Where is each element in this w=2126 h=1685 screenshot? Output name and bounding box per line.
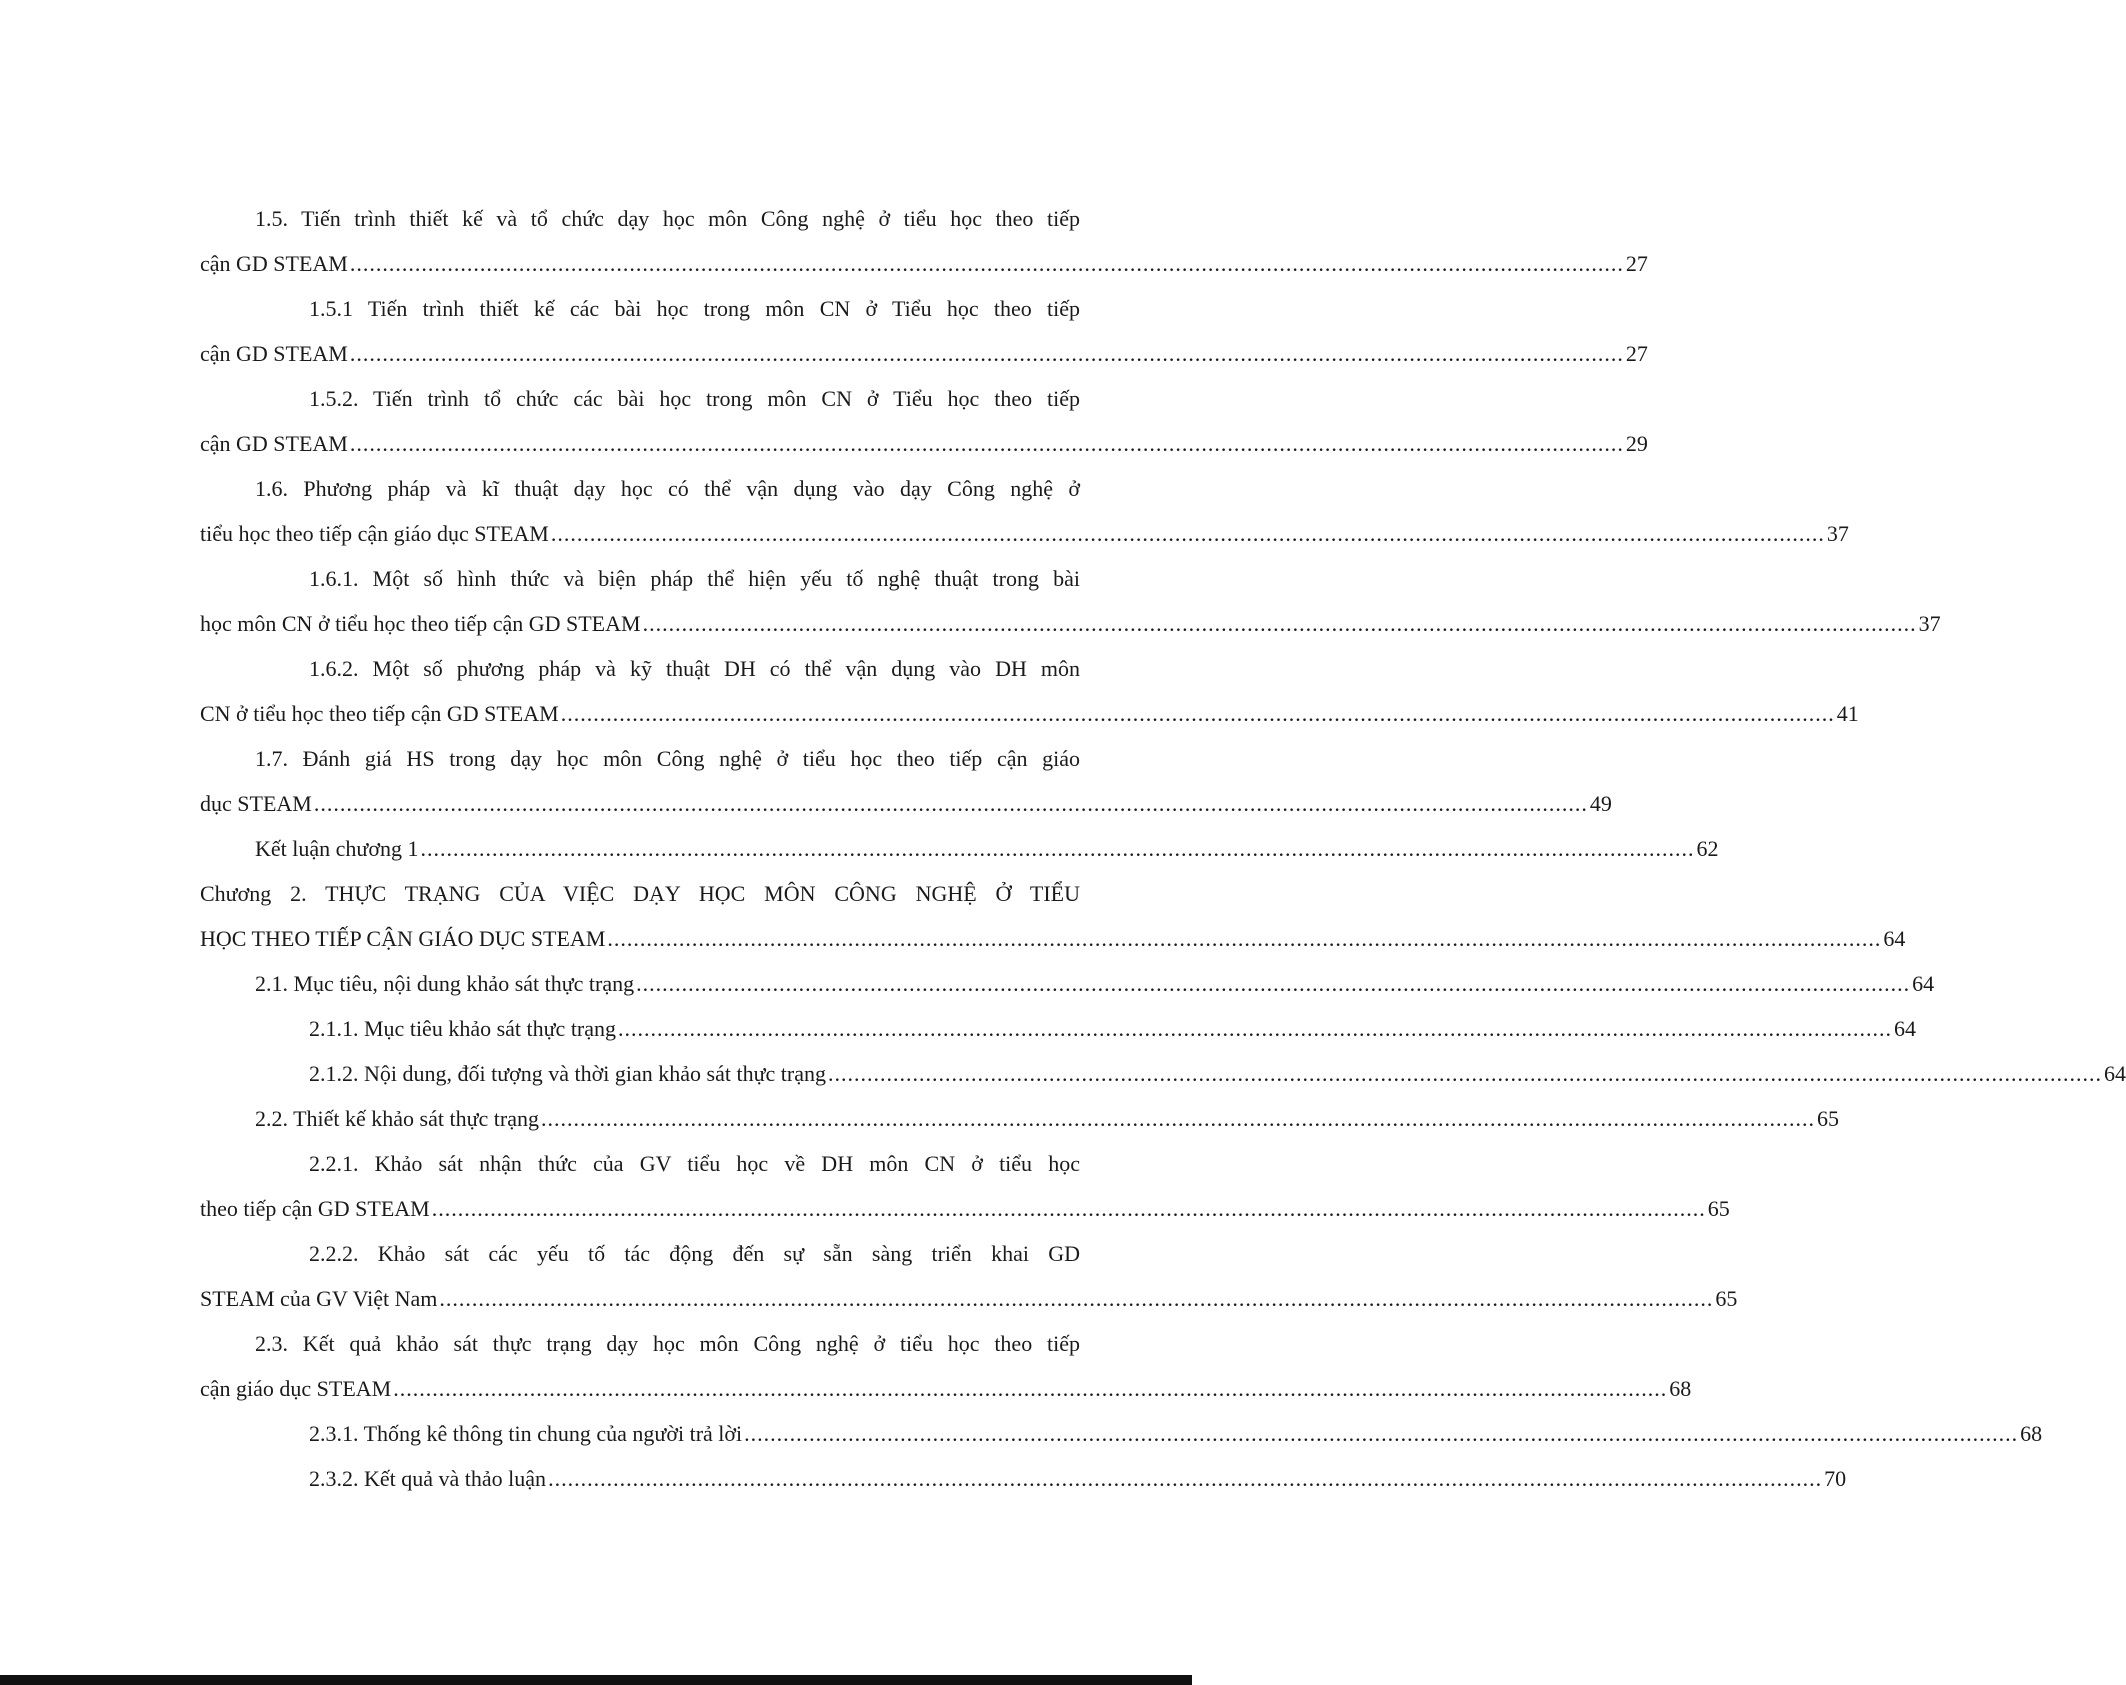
toc-entry-text: cận GD STEAM <box>200 431 348 456</box>
toc-entry[interactable] <box>200 556 1941 646</box>
toc-page-number: 64 <box>1883 926 1906 951</box>
toc-entry[interactable] <box>200 871 1906 961</box>
toc-entry[interactable] <box>200 1141 1730 1231</box>
dot-leader: .................................................................................................................................................................................................... <box>393 1376 1668 1401</box>
toc-entry-text: 1.5. Tiến trình thiết kế và tổ chức dạy học môn Công nghệ ở tiểu học theo tiếp <box>255 206 1080 231</box>
toc-entry[interactable] <box>200 961 1935 1006</box>
toc-entry[interactable] <box>200 826 1719 871</box>
dot-leader: .................................................................................................................................................................................................... <box>313 791 1588 816</box>
dot-leader: .................................................................................................................................................................................................... <box>828 1061 2102 1086</box>
toc-page-number: 37 <box>1826 521 1849 546</box>
toc-entry-text: 1.5.2. Tiến trình tổ chức các bài học trong môn CN ở Tiểu học theo tiếp <box>309 386 1080 411</box>
dot-leader: .................................................................................................................................................................................................... <box>560 701 1835 726</box>
toc-entry[interactable] <box>200 1231 1738 1321</box>
dot-leader: .................................................................................................................................................................................................... <box>349 341 1624 366</box>
toc-page-number: 68 <box>2020 1421 2043 1446</box>
dot-leader: .................................................................................................................................................................................................... <box>349 431 1624 456</box>
toc-entry-text: tiểu học theo tiếp cận giáo dục STEAM <box>200 521 549 546</box>
toc-entry[interactable] <box>200 1096 1840 1141</box>
toc-entry-text: 2.2. Thiết kế khảo sát thực trạng <box>255 1106 540 1131</box>
dot-leader: .................................................................................................................................................................................................... <box>642 611 1917 636</box>
toc-entry-text: cận giáo dục STEAM <box>200 1376 392 1401</box>
toc-entry[interactable] <box>200 1456 1847 1501</box>
dot-leader: .................................................................................................................................................................................................... <box>349 251 1624 276</box>
toc-entry-text: cận GD STEAM <box>200 341 348 366</box>
toc-entry-text: 2.1. Mục tiêu, nội dung khảo sát thực trạng <box>255 971 635 996</box>
toc-page-number: 64 <box>1894 1016 1917 1041</box>
toc-entry-text: cận GD STEAM <box>200 251 348 276</box>
toc-entry-text: HỌC THEO TIẾP CẬN GIÁO DỤC STEAM <box>200 926 606 951</box>
toc-page-number: 68 <box>1669 1376 1692 1401</box>
dot-leader: .................................................................................................................................................................................................... <box>439 1286 1714 1311</box>
toc-page-number: 37 <box>1918 611 1941 636</box>
toc-entry-text: 2.3. Kết quả khảo sát thực trạng dạy học môn Công nghệ ở tiểu học theo tiếp <box>255 1331 1080 1356</box>
toc-entry-text: 1.6.2. Một số phương pháp và kỹ thuật DH có thể vận dụng vào DH môn <box>309 656 1080 681</box>
toc-entry[interactable] <box>200 736 1612 826</box>
dot-leader: .................................................................................................................................................................................................... <box>636 971 1911 996</box>
toc-entry-text: 2.1.2. Nội dung, đối tượng và thời gian khảo sát thực trạng <box>309 1061 826 1086</box>
dot-leader: .................................................................................................................................................................................................... <box>420 836 1695 861</box>
toc-page-number: 29 <box>1625 431 1648 456</box>
toc-page-number: 27 <box>1625 341 1648 366</box>
dot-leader: .................................................................................................................................................................................................... <box>548 1466 1823 1491</box>
toc-entry[interactable] <box>200 466 1849 556</box>
page-bottom-border <box>0 1675 1192 1685</box>
toc-page-number: 65 <box>1707 1196 1730 1221</box>
dot-leader: .................................................................................................................................................................................................... <box>607 926 1882 951</box>
dot-leader: .................................................................................................................................................................................................... <box>550 521 1825 546</box>
dot-leader: .................................................................................................................................................................................................... <box>744 1421 2019 1446</box>
toc-entry-text: học môn CN ở tiểu học theo tiếp cận GD STEAM <box>200 611 641 636</box>
toc-page-number: 65 <box>1715 1286 1738 1311</box>
toc-page-number: 41 <box>1836 701 1859 726</box>
toc-entry-text: 2.3.2. Kết quả và thảo luận <box>309 1466 547 1491</box>
toc-entry-text: 2.2.1. Khảo sát nhận thức của GV tiểu học về DH môn CN ở tiểu học <box>309 1151 1080 1176</box>
toc-entry[interactable] <box>200 1321 1692 1411</box>
toc-page-number: 70 <box>1824 1466 1847 1491</box>
table-of-contents <box>200 196 2126 1501</box>
toc-entry[interactable] <box>200 646 1859 736</box>
toc-entry-text: theo tiếp cận GD STEAM <box>200 1196 430 1221</box>
toc-entry-text: CN ở tiểu học theo tiếp cận GD STEAM <box>200 701 559 726</box>
toc-page-number: 27 <box>1625 251 1648 276</box>
toc-entry[interactable] <box>200 376 1648 466</box>
toc-entry[interactable] <box>200 286 1648 376</box>
toc-entry-text: STEAM của GV Việt Nam <box>200 1286 438 1311</box>
toc-entry-text: 1.7. Đánh giá HS trong dạy học môn Công nghệ ở tiểu học theo tiếp cận giáo <box>255 746 1080 771</box>
toc-page-number: 49 <box>1589 791 1612 816</box>
toc-page-number: 62 <box>1696 836 1719 861</box>
toc-entry-text: Chương 2. THỰC TRẠNG CỦA VIỆC DẠY HỌC MÔN CÔNG NGHỆ Ở TIỂU <box>200 881 1080 906</box>
toc-entry[interactable] <box>200 1411 2043 1456</box>
dot-leader: .................................................................................................................................................................................................... <box>541 1106 1816 1131</box>
dot-leader: .................................................................................................................................................................................................... <box>431 1196 1706 1221</box>
toc-entry-text: dục STEAM <box>200 791 312 816</box>
toc-entry-text: 1.6.1. Một số hình thức và biện pháp thể hiện yếu tố nghệ thuật trong bài <box>309 566 1080 591</box>
toc-page-number: 64 <box>2104 1061 2126 1086</box>
toc-entry-text: 2.3.1. Thống kê thông tin chung của người trả lời <box>309 1421 743 1446</box>
toc-entry-text: Kết luận chương 1 <box>255 836 419 861</box>
dot-leader: .................................................................................................................................................................................................... <box>618 1016 1893 1041</box>
toc-entry-text: 1.6. Phương pháp và kĩ thuật dạy học có thể vận dụng vào dạy Công nghệ ở <box>255 476 1080 501</box>
toc-entry[interactable] <box>200 196 1648 286</box>
toc-entry-text: 1.5.1 Tiến trình thiết kế các bài học trong môn CN ở Tiểu học theo tiếp <box>309 296 1080 321</box>
toc-page-number: 64 <box>1912 971 1935 996</box>
toc-entry-text: 2.1.1. Mục tiêu khảo sát thực trạng <box>309 1016 617 1041</box>
toc-page-number: 65 <box>1817 1106 1840 1131</box>
toc-entry[interactable] <box>200 1051 2126 1096</box>
toc-entry-text: 2.2.2. Khảo sát các yếu tố tác động đến sự sẵn sàng triển khai GD <box>309 1241 1080 1266</box>
toc-entry[interactable] <box>200 1006 1917 1051</box>
